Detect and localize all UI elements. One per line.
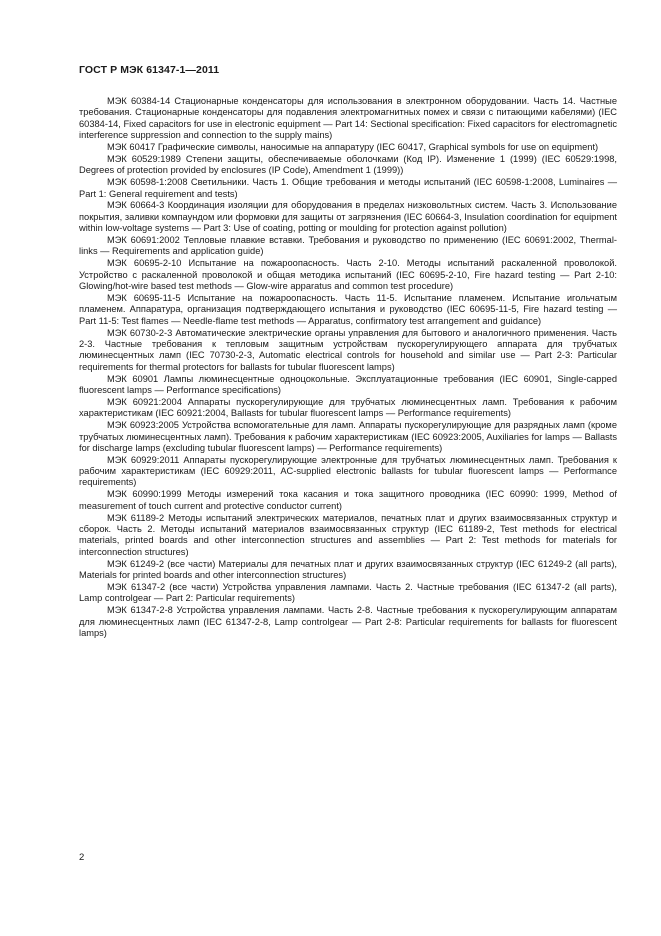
reference-entry: МЭК 60695-2-10 Испытание на пожароопасность. Часть 2-10. Методы испытаний раскаленной проволокой. Устройство с раскаленной проволокой и общая методика испытаний (IEC 60695-2-10, Fire hazard testing — Part 2-10: Glowing/hot-wire based test methods — Glow-wire apparatus and common test procedure)	[79, 258, 617, 292]
reference-entry: МЭК 60921:2004 Аппараты пускорегулирующие для трубчатых люминесцентных ламп. Требования к рабочим характеристикам (IEC 60921:2004, Ballasts for tubular fluorescent lamps — Performance requirements)	[79, 396, 617, 419]
reference-entry: МЭК 60598-1:2008 Светильники. Часть 1. Общие требования и методы испытаний (IEC 60598-1:2008, Luminaires — Part 1: General requirement and tests)	[79, 177, 617, 199]
reference-entry: МЭК 60529:1989 Степени защиты, обеспечиваемые оболочками (Код IP). Изменение 1 (1999) (IEC 60529:1998, Degrees of protection provided by enclosures (IP Code), Amendment 1 (1999))	[79, 153, 617, 176]
reference-entry: МЭК 60901 Лампы люминесцентные одноцокольные. Эксплуатационные требования (IEC 60901, Single-capped fluorescent lamps — Performance specifications)	[79, 373, 617, 395]
reference-entry: МЭК 60691:2002 Тепловые плавкие вставки. Требования и руководство по применению (IEC 60691:2002, Thermal-links — Requirements and application guide)	[79, 235, 617, 257]
reference-entry: МЭК 60695-11-5 Испытание на пожароопасность. Часть 11-5. Испытание пламенем. Испытание игольчатым пламенем. Аппаратура, организация подтверждающего испытания и руководство (IEC 60695-11-5, Fire hazard testing — Part 11-5: Test flames — Needle-flame test methods — Apparatus, confirmatory test arrangement and guidance)	[79, 293, 617, 326]
page-number: 2	[79, 852, 85, 863]
reference-entry: МЭК 61347-2 (все части) Устройства управления лампами. Часть 2. Частные требования (IEC 61347-2 (all parts), Lamp controlgear — Part 2: Particular requirements)	[79, 581, 617, 604]
reference-entry: МЭК 60417 Графические символы, наносимые на аппаратуру (IEC 60417, Graphical symbols for use on equipment)	[107, 141, 599, 152]
reference-entry: МЭК 61249-2 (все части) Материалы для печатных плат и других взаимосвязанных структур (IEC 61249-2 (all parts), Materials for printed boards and other interconnection structures)	[79, 558, 617, 580]
reference-entry: МЭК 61189-2 Методы испытаний электрических материалов, печатных плат и других взаимосвязанных структур и сборок. Часть 2. Методы испытаний материалов взаимосвязанных структур (IEC 61189-2, Test methods for electrical materials, printed boards and other interconnection structures and assemblies — Part 2: Test methods for materials for interconnection structures)	[79, 512, 617, 557]
reference-entry: МЭК 61347-2-8 Устройства управления лампами. Часть 2-8. Частные требования к пускорегулирующим аппаратам для люминесцентных ламп (IEC 61347-2-8, Lamp controlgear — Part 2-8: Particular requirements for ballasts for fluorescent lamps)	[79, 605, 617, 638]
reference-entry: МЭК 60384-14 Стационарные конденсаторы для использования в электронном оборудовании. Часть 14. Частные требования. Стационарные конденсаторы для подавления электромагнитных помех и связи с питающими кабелями) (IEC 60384-14, Fixed capacitors for use in electronic equipment — Part 14: Sectional specification: Fixed capacitors for electromagnetic interference suppression and connection to the supply mains)	[79, 96, 617, 141]
reference-entry: МЭК 60730-2-3 Автоматические электрические органы управления для бытового и аналогичного применения. Часть 2-3. Частные требования к тепловым защитным устройствам пускорегулирующего аппарата для трубчатых люминесцентных ламп (IEC 70730-2-3, Automatic electrical controls for household and similar use — Part 2-3: Particular requirements for thermal protectors for ballasts for tubular fluorescent lamps)	[79, 327, 617, 372]
normative-references-list	[79, 96, 617, 640]
standard-header: ГОСТ Р МЭК 61347-1—2011	[79, 64, 220, 76]
reference-entry: МЭК 60929:2011 Аппараты пускорегулирующие электронные для трубчатых люминесцентных ламп. Требования к рабочим характеристикам (IEC 60929:2011, AC-supplied electronic ballasts for tubular fluorescent lamps — Performance requirements)	[79, 454, 617, 488]
reference-entry: МЭК 60664-3 Координация изоляции для оборудования в пределах низковольтных систем. Часть 3. Использование покрытия, заливки компаундом или формовки для защиты от загрязнения (IEC 60664-3, Insulation coordination for equipment within low-voltage systems — Part 3: Use of coating, potting or moulding for protection against pollution)	[79, 200, 617, 234]
reference-entry: МЭК 60990:1999 Методы измерений тока касания и тока защитного проводника (IEC 60990: 1999, Method of measurement of touch current and protective conductor current)	[79, 489, 617, 511]
reference-entry: МЭК 60923:2005 Устройства вспомогательные для ламп. Аппараты пускорегулирующие для разрядных ламп (кроме трубчатых люминесцентных ламп). Требования к рабочим характеристикам (IEC 60923:2005, Auxiliaries for lamps — Ballasts for discharge lamps (excluding tubular fluorescent lamps) — Performance requirements)	[79, 420, 617, 453]
